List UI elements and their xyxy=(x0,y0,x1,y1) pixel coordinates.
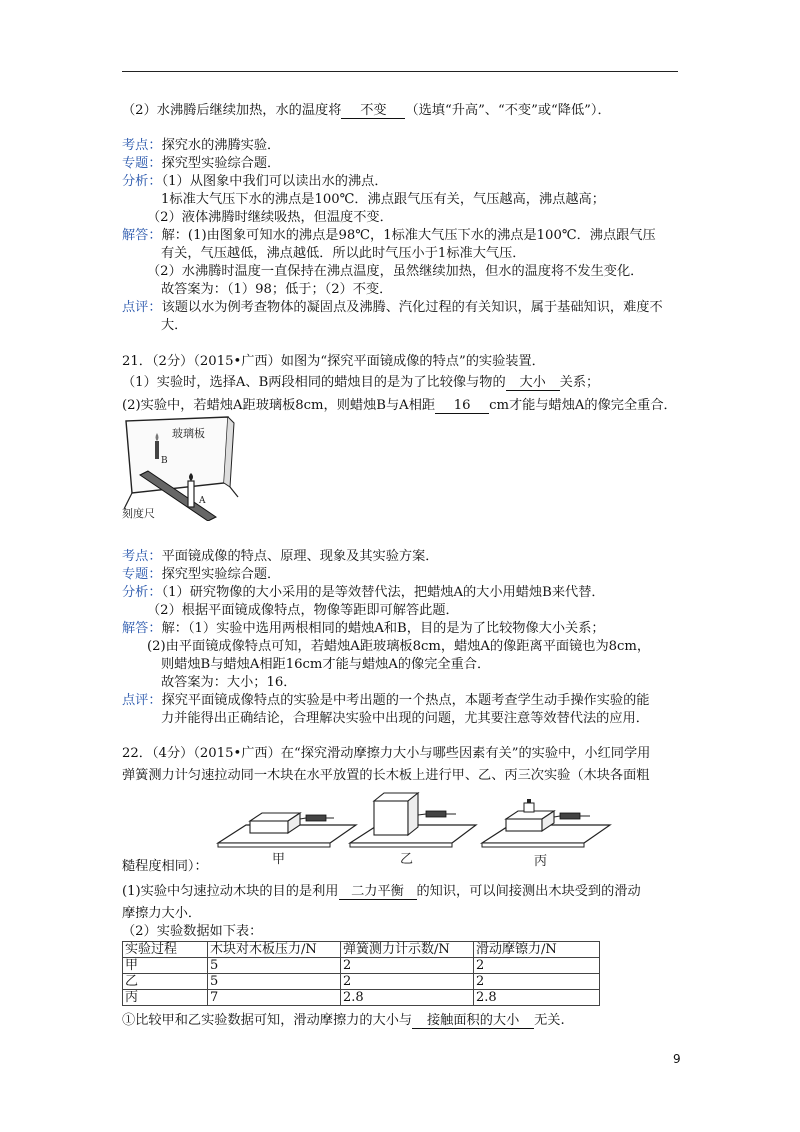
table-cell: 丙 xyxy=(123,990,208,1006)
q22-part1: (1)实验中匀速拉动木块的目的是利用 二力平衡 的知识，可以间接测出木块受到的滑动 xyxy=(122,884,641,899)
ruler-label: 刻度尺 xyxy=(122,507,155,520)
q20-jieda-line4: 故答案为：（1）98；低于；（2）不变． xyxy=(161,282,393,297)
board-jia-edge-shape xyxy=(218,843,330,847)
q20-dianping-line2: 大． xyxy=(161,318,188,333)
table-cell: 5 xyxy=(208,974,341,990)
friction-experiment-figure xyxy=(214,791,612,869)
q22-line1: 22．（4分）（2015•广西）在“探究滑动摩擦力大小与哪些因素有关”的实验中，小红同学用 xyxy=(122,746,651,761)
q20-fenxi: 分析：（1）从图象中我们可以读出水的沸点． xyxy=(122,174,388,189)
table-row xyxy=(123,990,600,1006)
candle-a-shape xyxy=(188,481,194,507)
q21-dianping: 点评：探究平面镜成像特点的实验是中考出题的一个热点，本题考查学生动手操作实验的能 xyxy=(122,693,650,708)
label-bing: 丙 xyxy=(534,854,548,869)
q20-jieda-line2: 有关，气压越低，沸点越低．所以此时气压小于1标准大气压． xyxy=(161,246,526,261)
table-header-cell: 实验过程 xyxy=(123,942,208,958)
weight-knob-bing-shape xyxy=(527,799,531,803)
table-header-cell: 木块对木板压力/N xyxy=(208,942,341,958)
q20-dianping: 点评：该题以水为例考查物体的凝固点及沸腾、汽化过程的有关知识，属于基础知识，难度不 xyxy=(122,300,663,315)
weight-bing-shape xyxy=(524,803,534,812)
q22-conclusion1: ①比较甲和乙实验数据可知，滑动摩擦力的大小与 接触面积的大小 无关. xyxy=(122,1013,565,1028)
spring-scale-jia-shape xyxy=(306,815,326,821)
table-cell: 甲 xyxy=(123,958,208,974)
table-header-cell: 弹簧测力计示数/N xyxy=(341,942,474,958)
table-cell: 2 xyxy=(341,958,474,974)
q21-answer1-blank: 大小 xyxy=(506,375,560,391)
table-cell: 2 xyxy=(474,958,600,974)
block-jia-front-shape xyxy=(250,821,288,833)
block-bing-front-shape xyxy=(506,819,542,831)
table-cell: 2.8 xyxy=(341,990,474,1006)
q21-zhuanti: 专题：探究型实验综合题． xyxy=(122,567,281,582)
header-rule xyxy=(122,71,678,72)
q21-dianping-line2: 力并能得出正确结论，合理解决实验中出现的问题，尤其要注意等效替代法的应用． xyxy=(161,711,649,726)
q20-jieda-line3: （2）水沸腾时温度一直保持在沸点温度，虽然继续加热，但水的温度将不发生变化． xyxy=(147,264,644,279)
spring-scale-yi-shape xyxy=(426,811,446,817)
table-cell: 乙 xyxy=(123,974,208,990)
q20-part2: （2）水沸腾后继续加热，水的温度将 不变 （选填“升高”、“不变”或“降低”）． xyxy=(122,103,611,118)
q21-fenxi-line2: （2）根据平面镜成像特点，物像等距即可解答此题． xyxy=(147,603,459,618)
table-row xyxy=(123,974,600,990)
q22-part1-line2: 摩擦力大小． xyxy=(122,906,202,921)
q22-answer1-blank: 二力平衡 xyxy=(339,884,417,900)
q21-fenxi: 分析：（1）研究物像的大小采用的是等效替代法，把蜡烛A的大小用蜡烛B来代替． xyxy=(122,585,605,600)
page-number: 9 xyxy=(673,1052,681,1066)
q20-answer-blank: 不变 xyxy=(341,103,405,119)
q22-line2: 弹簧测力计匀速拉动同一木块在水平放置的长木板上进行甲、乙、丙三次实验（木块各面粗 xyxy=(122,768,650,783)
q20-jieda: 解答：解：(1)由图象可知水的沸点是98℃，1标准大气压下水的沸点是100℃．沸点跟气压 xyxy=(122,228,656,243)
table-header-cell: 滑动摩镲力/N xyxy=(474,942,600,958)
candle-b-shape xyxy=(155,441,159,459)
table-cell: 2 xyxy=(474,974,600,990)
table-header-row xyxy=(123,942,600,958)
q20-zhuanti: 专题：探究型实验综合题． xyxy=(122,156,281,171)
q22-part2: （2）实验数据如下表： xyxy=(122,924,263,939)
q21-part2: (2)实验中，若蜡烛A距玻璃板8cm，则蜡烛B与A相距 16 cm才能与蜡烛A的像完全重合． xyxy=(122,398,677,413)
q20-fenxi-line3: （2）液体沸腾时继续吸热，但温度不变． xyxy=(147,210,393,225)
q22-answer2-blank: 接触面积的大小 xyxy=(412,1013,534,1029)
label-yi: 乙 xyxy=(400,852,414,867)
table-cell: 7 xyxy=(208,990,341,1006)
q21-part1: （1）实验时，选择A、B两段相同的蜡烛目的是为了比较像与物的 大小 关系； xyxy=(122,375,600,390)
board-bing-edge-shape xyxy=(482,843,584,847)
label-jia: 甲 xyxy=(272,852,286,867)
q21-jieda-line4: 故答案为：大小；16． xyxy=(161,675,297,690)
glass-label: 玻璃板 xyxy=(172,427,205,440)
q20-kaodian: 考点：探究水的沸腾实验． xyxy=(122,138,281,153)
q21-jieda: 解答：解：（1）实验中选用两根相同的蜡烛A和B，目的是为了比较物像大小关系； xyxy=(122,621,605,636)
q21-kaodian: 考点：平面镜成像的特点、原理、现象及其实验方案． xyxy=(122,549,439,564)
q21-jieda-line2: (2)由平面镜成像特点可知，若蜡烛A距玻璃板8cm，蜡烛A的像距离平面镜也为8cm， xyxy=(147,639,651,654)
table-cell: 5 xyxy=(208,958,341,974)
table-cell: 2 xyxy=(341,974,474,990)
q21-jieda-line3: 则蜡烛B与蜡烛A相距16cm才能与蜡烛A的像完全重合． xyxy=(161,657,491,672)
spring-scale-bing-shape xyxy=(560,813,580,819)
plane-mirror-apparatus-figure xyxy=(120,413,248,521)
stand-right-shape xyxy=(230,487,238,497)
q21-title: 21．（2分）（2015•广西）如图为“探究平面镜成像的特点”的实验装置． xyxy=(122,354,545,369)
candle-a-label: A xyxy=(199,496,206,506)
table-row xyxy=(123,958,600,974)
board-yi-edge-shape xyxy=(350,843,452,847)
table-cell: 2.8 xyxy=(474,990,600,1006)
experiment-data-table xyxy=(122,941,600,1006)
q20-fenxi-line2: 1标准大气压下水的沸点是100℃．沸点跟气压有关，气压越高，沸点越高； xyxy=(161,192,605,207)
q22-line3: 糙程度相同）： xyxy=(122,859,208,874)
candle-b-label: B xyxy=(161,456,168,466)
block-yi-front-shape xyxy=(374,801,408,835)
block-yi-side-shape xyxy=(408,793,418,835)
q21-answer2-blank: 16 xyxy=(435,398,489,414)
